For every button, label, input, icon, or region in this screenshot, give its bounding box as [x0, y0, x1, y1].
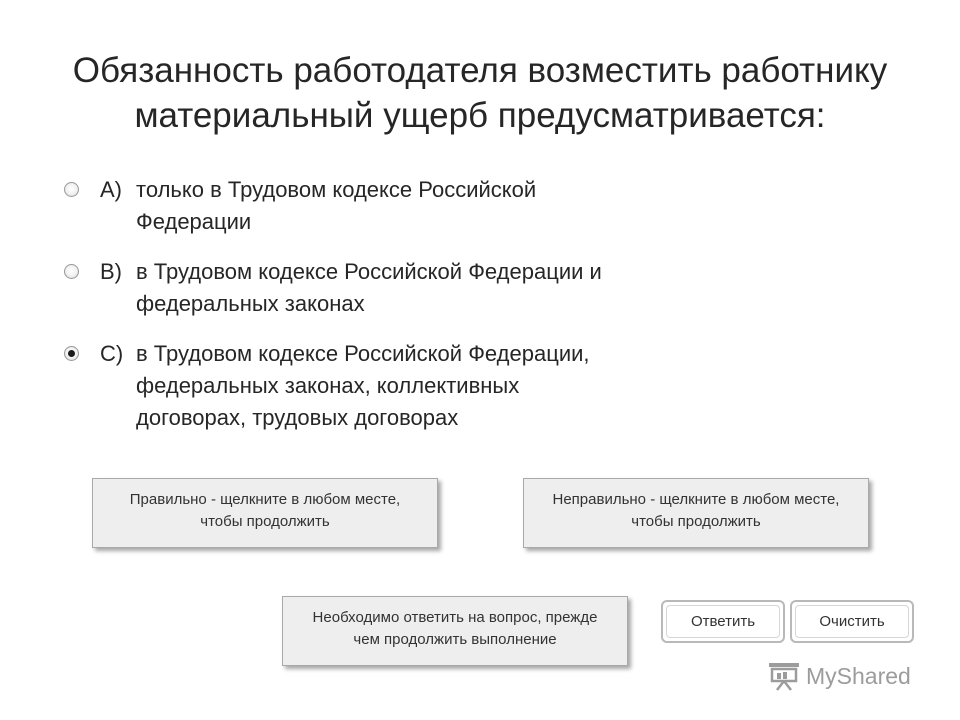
submit-button-label: Ответить — [666, 605, 780, 638]
option-text-line: Федерации — [136, 209, 252, 234]
watermark-logo — [768, 658, 911, 694]
option-text-line: в Трудовом кодексе Российской Федерации, — [136, 341, 590, 366]
question-title-line-1: Обязанность работодателя возместить работнику — [72, 51, 888, 90]
option-text — [136, 338, 696, 434]
correct-feedback-line-1: Правильно - щелкните в любом месте, — [129, 491, 401, 508]
answer-required-line-1: Необходимо ответить на вопрос, прежде — [312, 609, 598, 626]
option-letter: A) — [100, 177, 122, 202]
presentation-board-icon — [768, 661, 800, 691]
submit-button[interactable] — [661, 600, 785, 643]
incorrect-feedback-line-1: Неправильно - щелкните в любом месте, — [552, 491, 840, 508]
option-text-line: в Трудовом кодексе Российской Федерации и — [136, 259, 602, 284]
clear-button[interactable] — [790, 600, 914, 643]
radio-button-icon[interactable] — [64, 264, 79, 279]
clear-button-label: Очистить — [795, 605, 909, 638]
option-b[interactable] — [64, 256, 684, 320]
watermark-text: MyShared — [806, 662, 911, 689]
option-text-line: федеральных законах — [136, 291, 365, 316]
radio-button-icon[interactable] — [64, 182, 79, 197]
option-text — [136, 174, 696, 238]
answer-required-line-2: чем продолжить выполнение — [353, 631, 557, 648]
option-text-line: федеральных законах, коллективных — [136, 373, 520, 398]
question-title — [40, 48, 920, 138]
correct-feedback-box[interactable] — [92, 478, 438, 548]
option-text — [136, 256, 696, 320]
option-a[interactable] — [64, 174, 684, 238]
option-letter: B) — [100, 259, 122, 284]
radio-button-selected-icon[interactable] — [64, 346, 79, 361]
incorrect-feedback-line-2: чтобы продолжить — [631, 513, 761, 530]
incorrect-feedback-box[interactable] — [523, 478, 869, 548]
option-letter: C) — [100, 341, 124, 366]
option-c[interactable] — [64, 338, 684, 434]
correct-feedback-line-2: чтобы продолжить — [200, 513, 330, 530]
option-text-line: договорах, трудовых договорах — [136, 405, 459, 430]
answer-required-box[interactable] — [282, 596, 628, 666]
question-title-line-2: материальный ущерб предусматривается: — [134, 96, 826, 135]
option-text-line: только в Трудовом кодексе Российской — [136, 177, 537, 202]
